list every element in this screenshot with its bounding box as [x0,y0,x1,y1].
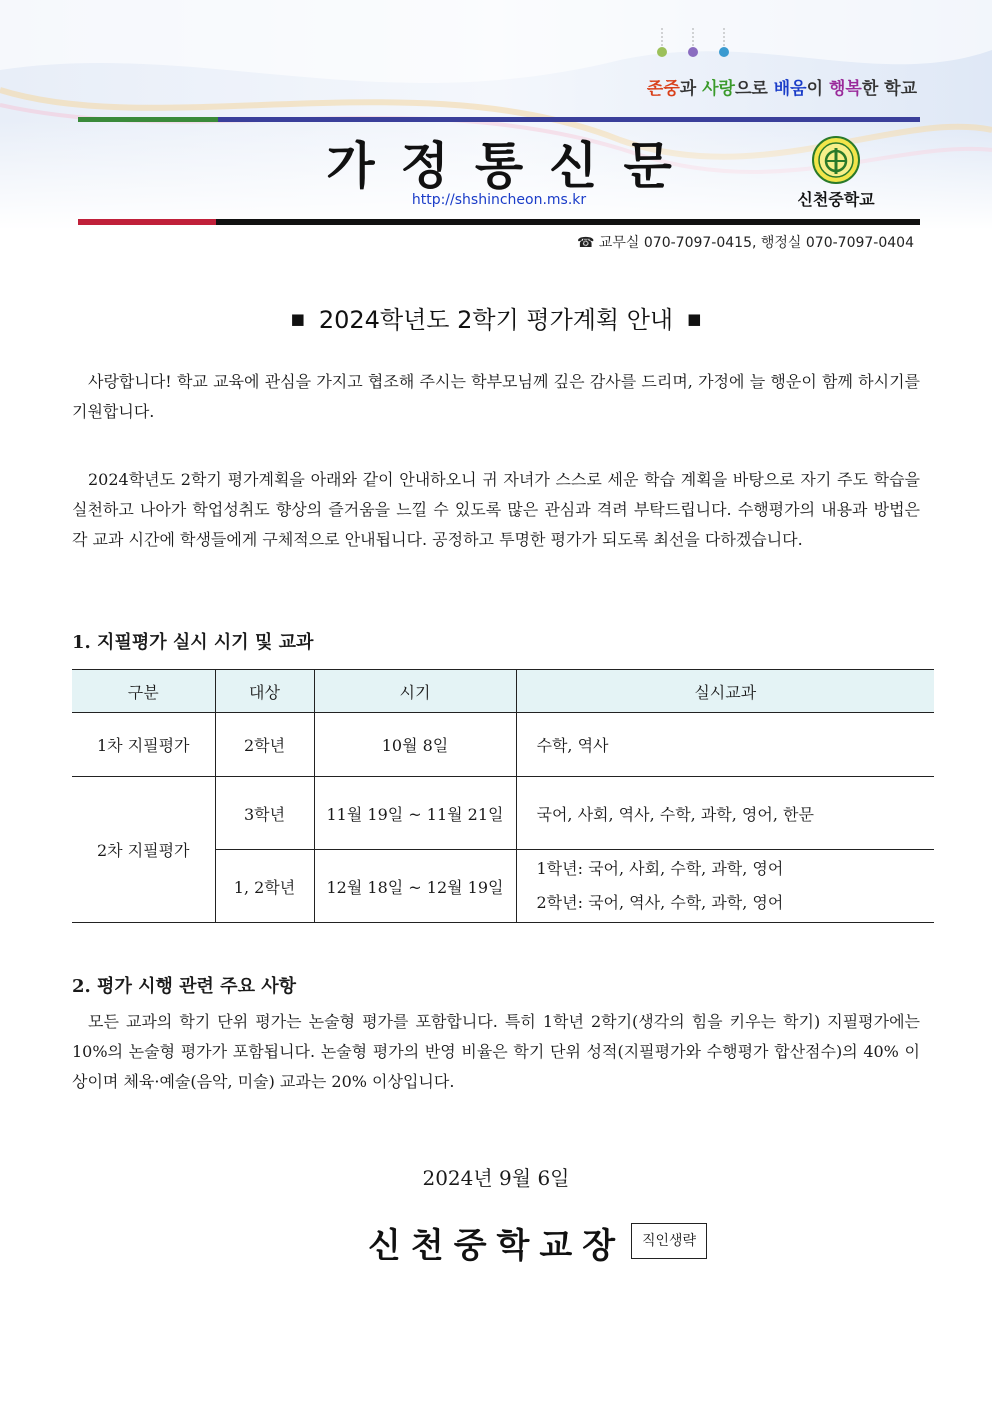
phone-numbers: 교무실 070-7097-0415, 행정실 070-7097-0404 [598,235,914,251]
column-header: 구분 [72,670,215,713]
school-url-link[interactable]: http://shshincheon.ms.kr [411,192,587,208]
table-cell-type: 2차 지필평가 [72,777,215,923]
table-cell-subjects [516,850,934,923]
table-cell-period: 11월 19일 ~ 11월 21일 [314,777,516,850]
header-bottom-rule [78,219,920,225]
slogan-text: 이 [806,79,829,99]
table-cell-subjects: 수학, 역사 [516,713,934,777]
body-paragraph: 2024학년도 2학기 평가계획을 아래와 같이 안내하오니 귀 자녀가 스스로 세운 학습 계획을 바탕으로 자기 주도 학습을 실천하고 나아가 학업성취도 향상의 즐거움을 느낄 수 있도록 많은 관심과 격려 부탁드립니다. 수행평가의 내용과 방법은 각 교과 시간에 학생들에게 구체적으로 안내됩니다. 공정하고 투명한 평가가 되도록 최선을 다하겠습니다. [72,470,920,549]
seal-omitted-box: 직인생략 [631,1223,707,1259]
document-title-text: 2024학년도 2학기 평가계획 안내 [318,306,674,334]
slogan-text: 으로 [734,79,774,99]
table-cell-target: 3학년 [215,777,314,850]
school-emblem-icon [812,136,860,184]
title-marker-icon: ■ [687,310,702,328]
slogan-word-happiness: 행복 [828,79,862,99]
table-cell-period: 12월 18일 ~ 12월 19일 [314,850,516,923]
intro-paragraph: 사랑합니다! 학교 교육에 관심을 가지고 협조해 주시는 학부모님께 깊은 감사를 드리며, 가정에 늘 행운이 함께 하시기를 기원합니다. [72,372,920,421]
column-header: 시기 [314,670,516,713]
column-header: 실시교과 [516,670,934,713]
table-row [72,713,934,777]
table-row [72,777,934,850]
slogan-word-respect: 존중 [646,79,680,99]
section-heading-exam-schedule: 1. 지필평가 실시 시기 및 교과 [72,632,314,653]
issue-date: 2024년 9월 6일 [422,1166,570,1190]
subjects-grade1: 1학년: 국어, 사회, 수학, 과학, 영어 [536,859,784,878]
table-cell-target: 1, 2학년 [215,850,314,923]
header-top-rule [78,117,920,122]
title-marker-icon: ■ [290,310,305,328]
table-cell-subjects: 국어, 사회, 역사, 수학, 과학, 영어, 한문 [516,777,934,850]
slogan-word-love: 사랑 [702,79,735,99]
school-name: 신천중학교 [797,190,875,209]
key-notes-paragraph: 모든 교과의 학기 단위 평가는 논술형 평가를 포함합니다. 특히 1학년 2학기(생각의 힘을 키우는 학기) 지필평가에는 10%의 논술형 평가가 포함됩니다. 논술형 평가의 반영 비율은 학기 단위 성적(지필평가와 수행평가 합산점수)의 40% 이상이며 체육·예술(음악, 미술) 교과는 20% 이상입니다. [72,1012,920,1091]
subjects-grade2: 2학년: 국어, 역사, 수학, 과학, 영어 [536,893,784,912]
telephone-icon: ☎ [576,235,595,251]
decorative-dots-icon [650,28,740,64]
school-slogan [647,74,917,99]
slogan-text: 한 학교 [861,79,917,99]
contact-phone [577,232,914,252]
table-cell-target: 2학년 [215,713,314,777]
column-header: 대상 [215,670,314,713]
principal-signature: 신천중학교장 [368,1226,626,1266]
exam-schedule-table [72,669,934,923]
slogan-word-learning: 배움 [773,79,807,99]
slogan-text: 과 [679,79,703,99]
newsletter-title: 가정통신문 [326,137,698,195]
section-heading-key-notes: 2. 평가 시행 관련 주요 사항 [72,976,297,997]
table-cell-period: 10월 8일 [314,713,516,777]
document-title [0,300,992,335]
table-cell-type: 1차 지필평가 [72,713,215,777]
table-header-row [72,670,934,713]
